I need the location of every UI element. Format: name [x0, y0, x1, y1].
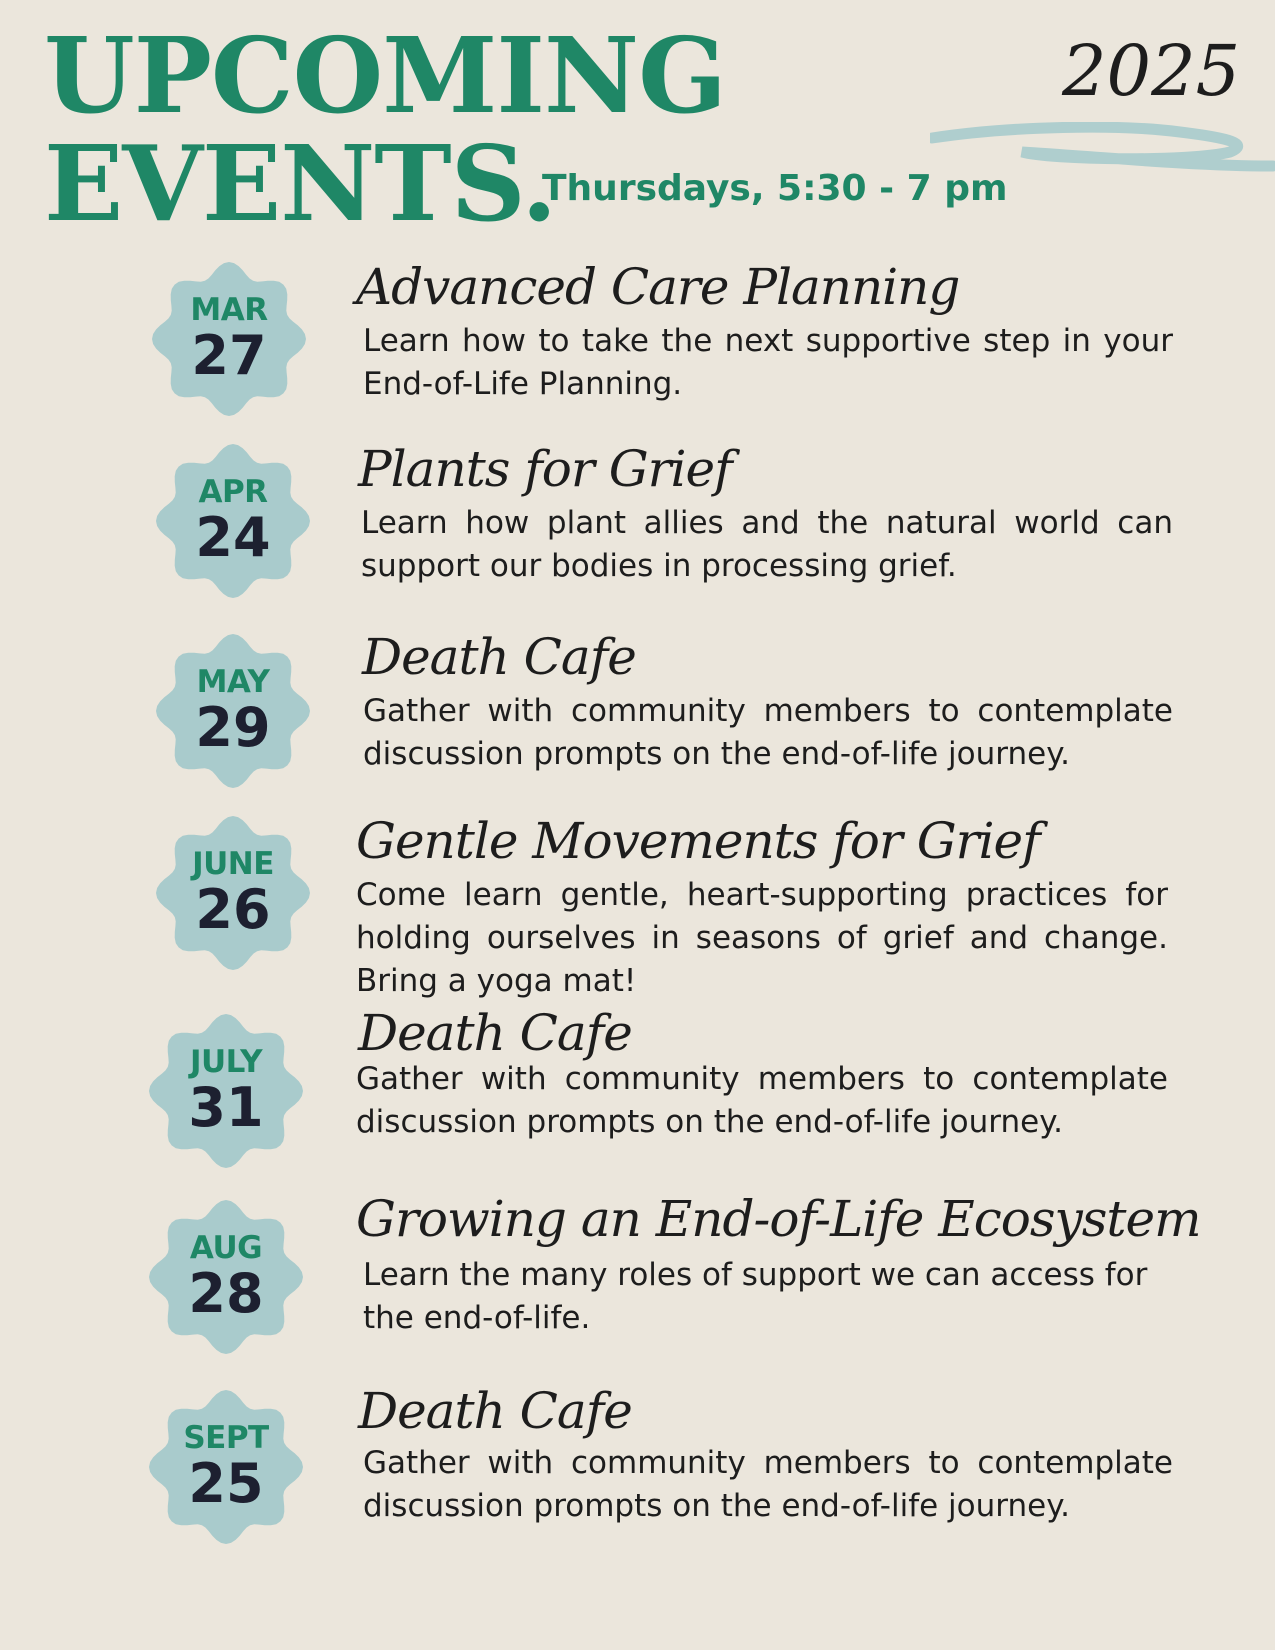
event-month: SEPT [183, 1420, 269, 1456]
event-description: Learn how to take the next supportive step in your End-of-Life Planning. [363, 323, 1173, 402]
event-title: Growing an End-of-Life Ecosystem [356, 1190, 1201, 1248]
event-description: Learn the many roles of support we can access for the end-of-life. [363, 1257, 1148, 1336]
event-month: MAY [196, 664, 270, 700]
event-description: Gather with community members to contemplate discussion prompts on the end-of-life journey. [363, 1445, 1173, 1524]
date-badge [145, 1196, 307, 1358]
event-title: Advanced Care Planning [356, 258, 960, 316]
event-month: AUG [189, 1230, 263, 1266]
event-title: Death Cafe [362, 628, 636, 686]
year-label: 2025 [1062, 30, 1241, 112]
event-day: 24 [195, 506, 271, 569]
event-day: 31 [188, 1076, 264, 1139]
event-description: Gather with community members to contemplate discussion prompts on the end-of-life journey. [363, 693, 1173, 772]
date-badge [145, 1386, 307, 1548]
event-description: Come learn gentle, heart-supporting practices for holding ourselves in seasons of grief and change. Bring a yoga mat! [356, 877, 1168, 999]
event-day: 29 [195, 696, 271, 759]
event-title: Death Cafe [358, 1382, 632, 1440]
title-line-2: EVENTS [44, 122, 522, 245]
brush-stroke-decoration [930, 122, 1275, 182]
event-month: MAR [190, 292, 268, 328]
event-title: Plants for Grief [358, 440, 732, 498]
event-title: Gentle Movements for Grief [356, 812, 1040, 870]
date-badge [148, 258, 310, 420]
date-badge [152, 630, 314, 792]
title-dot: . [521, 122, 557, 245]
event-month: APR [198, 474, 268, 510]
event-day: 28 [188, 1262, 264, 1325]
event-description: Learn how plant allies and the natural world can support our bodies in processing grief. [361, 505, 1173, 584]
event-day: 26 [195, 878, 271, 941]
event-month: JULY [189, 1044, 263, 1080]
event-day: 25 [188, 1452, 264, 1515]
title-line-1: UPCOMING [44, 14, 726, 137]
date-badge [145, 1010, 307, 1172]
event-month: JUNE [192, 846, 274, 882]
schedule-text: Thursdays, 5:30 - 7 pm [542, 168, 1008, 209]
event-day: 27 [191, 324, 267, 387]
date-badge [152, 812, 314, 974]
date-badge [152, 440, 314, 602]
event-title: Death Cafe [358, 1004, 632, 1062]
event-description: Gather with community members to contemplate discussion prompts on the end-of-life journey. [356, 1061, 1168, 1140]
